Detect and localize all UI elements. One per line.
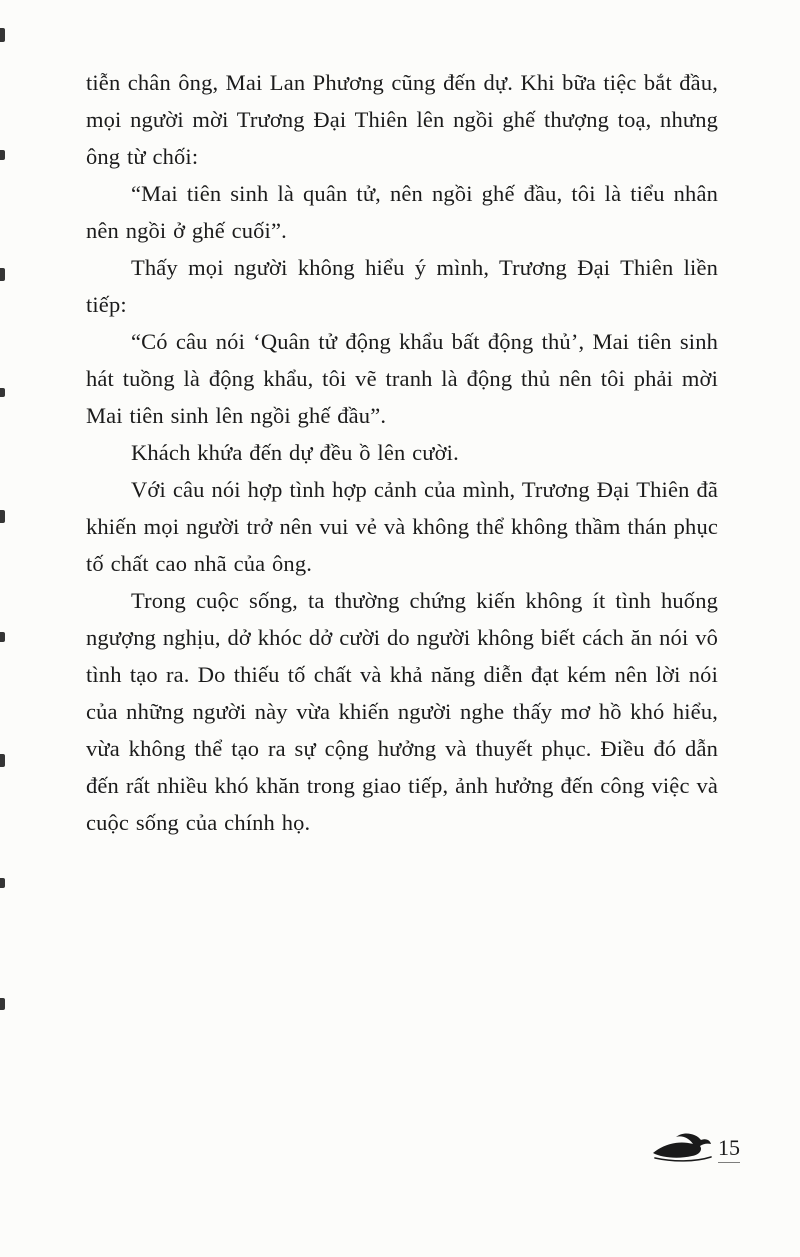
paragraph: tiễn chân ông, Mai Lan Phương cũng đến dự. Khi bữa tiệc bắt đầu, mọi người mời Trương Đại Thiên lên ngồi ghế thượng toạ, nhưng ông từ chối:	[86, 70, 718, 169]
scan-artifact	[0, 754, 5, 767]
scan-artifact	[0, 632, 5, 642]
paragraph: “Mai tiên sinh là quân tử, nên ngồi ghế đầu, tôi là tiểu nhân nên ngồi ở ghế cuối”.	[86, 181, 718, 243]
scan-artifact	[0, 388, 5, 397]
scan-artifact	[0, 878, 5, 888]
paragraph: “Có câu nói ‘Quân tử động khẩu bất động thủ’, Mai tiên sinh hát tuồng là động khẩu, tôi vẽ tranh là động thủ nên tôi phải mời Mai tiên sinh lên ngồi ghế đầu”.	[86, 329, 718, 428]
scan-artifact	[0, 998, 5, 1010]
scan-artifact	[0, 268, 5, 281]
text-column	[86, 64, 718, 841]
paragraph: Với câu nói hợp tình hợp cảnh của mình, Trương Đại Thiên đã khiến mọi người trở nên vui vẻ và không thể không thầm thán phục tố chất cao nhã của ông.	[86, 477, 718, 576]
page-footer	[651, 1131, 740, 1163]
scan-artifact	[0, 28, 5, 42]
scan-artifact	[0, 510, 5, 523]
scan-artifact	[0, 150, 5, 160]
paragraph: Khách khứa đến dự đều ồ lên cười.	[131, 440, 459, 465]
page-number: 15	[718, 1137, 740, 1163]
paragraph: Thấy mọi người không hiểu ý mình, Trương Đại Thiên liền tiếp:	[86, 255, 718, 317]
bird-flourish-icon	[651, 1131, 713, 1163]
paragraph: Trong cuộc sống, ta thường chứng kiến không ít tình huống ngượng nghịu, dở khóc dở cười do người không biết cách ăn nói vô tình tạo ra. Do thiếu tố chất và khả năng diễn đạt kém nên lời nói của những người này vừa khiến người nghe thấy mơ hồ khó hiểu, vừa không thể tạo ra sự cộng hưởng và thuyết phục. Điều đó dẫn đến rất nhiều khó khăn trong giao tiếp, ảnh hưởng đến công việc và cuộc sống của chính họ.	[86, 588, 718, 835]
